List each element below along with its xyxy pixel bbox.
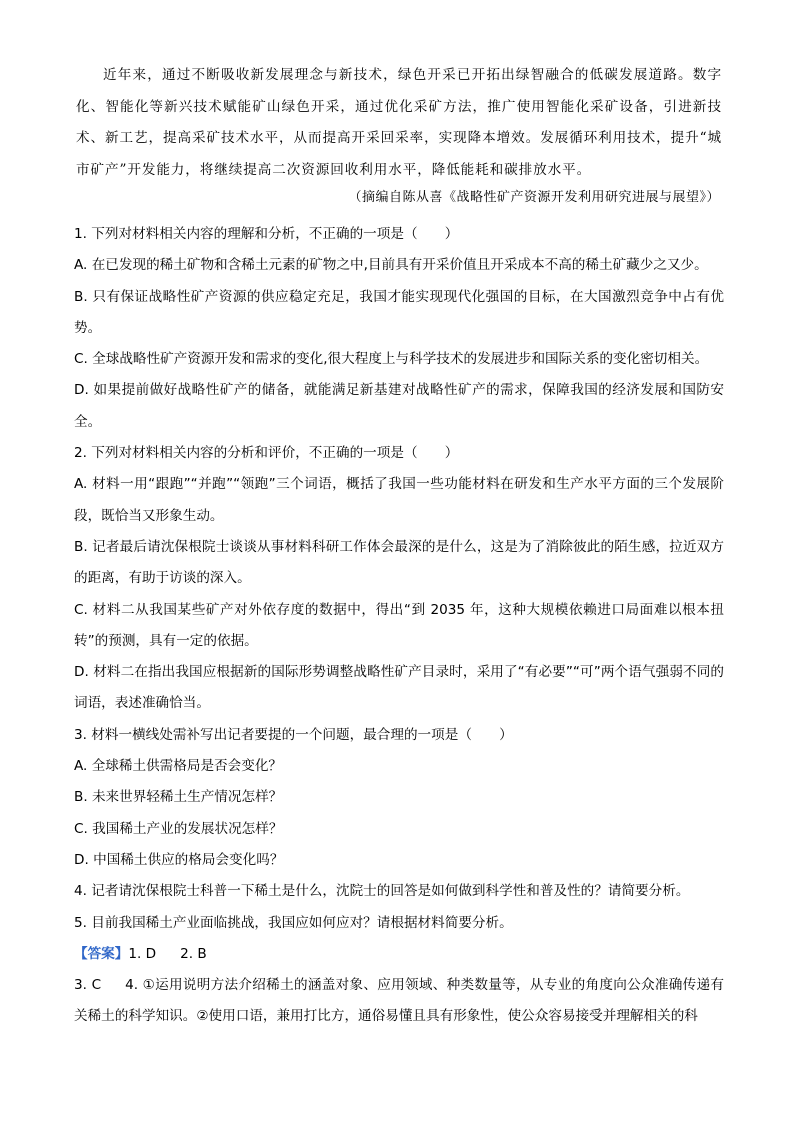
answer-4: 4. ①运用说明方法介绍稀土的涵盖对象、应用领域、种类数量等，从专业的角度向公众准确传递有关稀土的科学知识。②使用口语，兼用打比方，通俗易懂且具有形象性，使公众容易接受并理解相关的科: [74, 977, 724, 1025]
question-2-stem: 2. 下列对材料相关内容的分析和评价，不正确的一项是（ ）: [74, 445, 459, 462]
question-2-option-b: B. 记者最后请沈保根院士谈谈从事材料科研工作体会最深的是什么，这是为了消除彼此的陌生感，拉近双方的距离，有助于访谈的深入。: [74, 538, 724, 587]
question-2-option-d: D. 材料二在指出我国应根据新的国际形势调整战略性矿产目录时，采用了“有必要”“可”两个语气强弱不同的词语，表述准确恰当。: [74, 664, 724, 712]
passage-source: （摘编自陈从喜《战略性矿产资源开发利用研究进展与展望》）: [348, 190, 720, 205]
question-2-option-a: A. 材料一用“跟跑”“并跑”“领跑”三个词语，概括了我国一些功能材料在研发和生产水平方面的三个发展阶段，既恰当又形象生动。: [74, 476, 724, 524]
answer-2: 2. B: [180, 945, 207, 962]
answer-line-2: [74, 970, 724, 1033]
question-1-option-b: B. 只有保证战略性矿产资源的供应稳定充足，我国才能实现现代化强国的目标，在大国激烈竞争中占有优势。: [74, 288, 724, 336]
question-1-option-d: D. 如果提前做好战略性矿产的储备，就能满足新基建对战略性矿产的需求，保障我国的经济发展和国防安全。: [74, 382, 724, 430]
questions-section: [74, 219, 724, 1033]
answer-line-1: [74, 939, 724, 970]
question-1-option-c: C. 全球战略性矿产资源开发和需求的变化,很大程度上与科学技术的发展进步和国际关系的变化密切相关。: [74, 351, 709, 368]
question-3-stem: 3. 材料一横线处需补写出记者要提的一个问题，最合理的一项是（ ）: [74, 726, 513, 743]
answer-label: 【答案】: [74, 945, 129, 962]
question-3-option-c: C. 我国稀土产业的发展状况怎样？: [74, 820, 283, 837]
answer-1: 1. D: [128, 945, 157, 962]
question-3-option-b: B. 未来世界轻稀土生产情况怎样？: [74, 789, 283, 806]
question-2-option-c: C. 材料二从我国某些矿产对外依存度的数据中，得出“到 2035 年，这种大规模依赖进口局面难以根本扭转”的预测，具有一定的依据。: [74, 601, 724, 649]
passage-paragraph: 近年来，通过不断吸收新发展理念与新技术，绿色开采已开拓出绿智融合的低碳发展道路。数字化、智能化等新兴技术赋能矿山绿色开采，通过优化采矿方法，推广使用智能化采矿设备，引进新技术、新工艺，提高采矿技术水平，从而提高开采回采率，实现降本增效。发展循环利用技术，提升“城市矿产”开发能力，将继续提高二次资源回收利用水平，降低能耗和碳排放水平。: [76, 67, 722, 178]
answer-3: 3. C: [74, 977, 102, 994]
question-5-stem: 5. 目前我国稀土产业面临挑战，我国应如何应对？请根据材料简要分析。: [74, 914, 513, 931]
question-4-stem: 4. 记者请沈保根院士科普一下稀土是什么，沈院士的回答是如何做到科学性和普及性的？请简要分析。: [74, 883, 690, 900]
question-1-stem: 1. 下列对材料相关内容的理解和分析，不正确的一项是（ ）: [74, 226, 459, 242]
question-3-option-a: A. 全球稀土供需格局是否会变化？: [74, 758, 283, 775]
reading-passage: [76, 60, 722, 186]
question-3-option-d: D. 中国稀土供应的格局会变化吗？: [74, 851, 284, 868]
question-1-option-a: A. 在已发现的稀土矿物和含稀土元素的矿物之中,目前具有开采价值且开采成本不高的稀土矿藏少之又少。: [74, 257, 708, 274]
